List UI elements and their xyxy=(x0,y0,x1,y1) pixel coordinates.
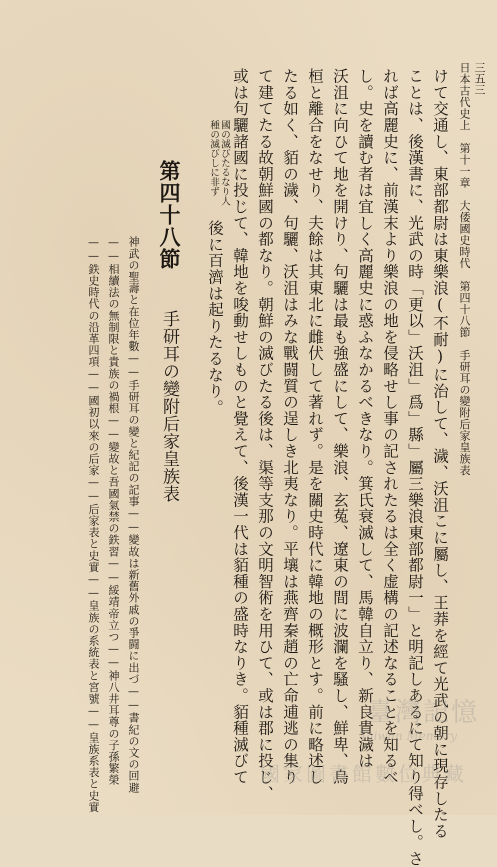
body-line-1: けて交通し、東部都尉は東樂浪(不耐)に治して、濊、沃沮こに屬し、王莽を經て光武の朝に現存したる xyxy=(431,68,449,840)
body-line-6: 桓と離合をなせり、夫餘は其東北に雌伏して著れず。是を關史時代に韓地の概形とす。前に略述し xyxy=(306,68,324,786)
watermark-library: 國家圖書館數位典藏 xyxy=(260,762,467,786)
body-line-2: ことは、後漢書に、光武の時「更以」沃沮」爲」縣」屬三樂浪東部都尉一」と明記しあるにて知り得べし。さ xyxy=(406,68,424,867)
body-line-7: たる如く、貊の濊、句驪、沃沮はみな戰闘質の逞しき北夷なり。平壤は燕齊秦趙の亡命逋逃の集り xyxy=(281,68,299,786)
body-line-3: れば高麗史に、前漢末より樂浪の地を侵略せし事の記されたるは全く虚構の記述なることを知るべ xyxy=(381,68,399,786)
body-line-4: し。史を讀む者は宜しく高麗史に惑ふなかるべきなり。箕氏衰滅して、馬韓自立り、新良貴濊は xyxy=(356,68,374,769)
summary-line-3: ——鉄史時代の沿革四項——國初以來の后家——后家表と史實——皇族の系統表と宮號——皇族系表と史實 xyxy=(87,236,100,813)
summary-line-2: ——相續法の無制限と貴族の禍根——變故と吾國氣禁の鉄習——綏靖帝立つ——神八井耳尊の子孫繁榮 xyxy=(107,236,120,786)
inline-note-line-1: 國の滅びたるなり人 xyxy=(219,120,230,206)
body-line-10: 後に百濟は起りたるなり。 xyxy=(206,220,224,416)
watermark-logo: 臺灣記憶 xyxy=(366,698,479,728)
body-line-8: て建てたる故朝鮮國の都なり。朝鮮の滅びたる後は、渠等支那の文明智術を用ひて、或は郡に投じ、 xyxy=(256,68,274,802)
summary-line-1: 神武の聖壽と在位年數——手研耳の變と紀記の記事——變故は新舊外戚の爭闘に出づ——書紀の文の回避 xyxy=(127,236,140,794)
body-line-5: 沃沮に向ひて地を開けり、句驪は最も強盛にして、樂浪、玄菟、遼東の間に波瀾を騷し、鮮卑、烏 xyxy=(331,68,349,786)
inline-note-line-2: 種の滅びしに非ず xyxy=(208,120,220,196)
section-title: 第四十八節 xyxy=(157,160,182,270)
inline-note xyxy=(207,120,229,206)
body-line-9: 或は句驪諸國に投じて、韓地を唆動せしものと覺えて、後漢一代は貊種の盛時なりき。貊種滅びて xyxy=(231,68,249,786)
watermark-english: Taiwan Memory xyxy=(359,729,457,743)
page-number: 三五三 xyxy=(473,62,486,95)
running-header: 日本古代史上 第十一章 大倭國史時代 第四十八節 手研耳の變附后家皇族表 xyxy=(458,62,471,476)
section-subtitle: 手研耳の變附后家皇族表 xyxy=(159,310,179,503)
